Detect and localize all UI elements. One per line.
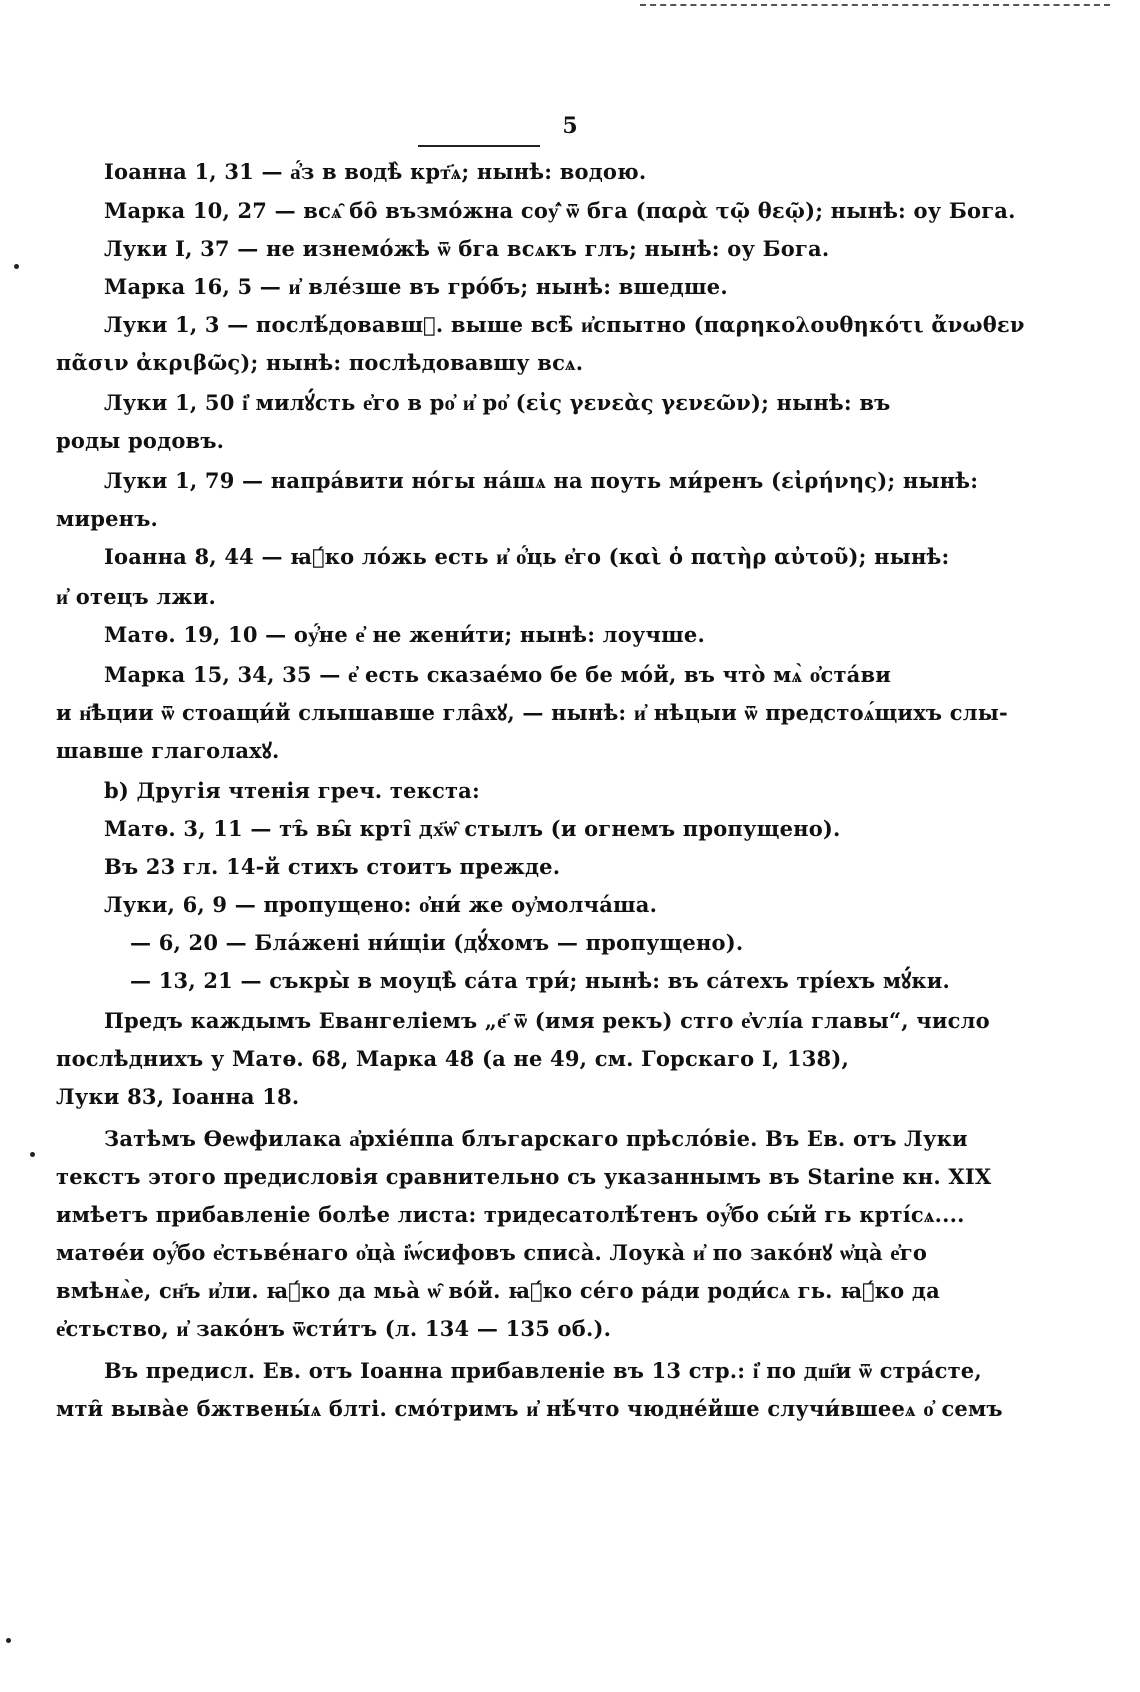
text-line: — 13, 21 — съкры̀ в моуцѣ̀ са́та три́; нынѣ: въ са́техъ трі́ехъ мꙋ́ки. [130, 968, 951, 993]
text-line: е҆стьство, и҆ зако́нъ ѿсти́тъ (л. 134 — 135 об.). [56, 1316, 612, 1341]
text-line: текстъ этого предисловія сравнительно съ указаннымъ въ Starine кн. XIX [56, 1164, 992, 1189]
text-line: Іоанна 8, 44 — ꙗ҆́ко ло́жь есть и҆ о҆́ць е҆го (καὶ ὁ πατὴρ αὐτοῦ); нынѣ: [104, 544, 950, 569]
text-line: Луки 1, 79 — напра́вити но́гы на́шѧ на поуть ми́ренъ (εἰρήνης); нынѣ: [104, 468, 979, 493]
text-line: вмѣнѧ̀е, сн҃ъ и҆ли. ꙗ҆́ко да мьа̀ ѡ̑ во́й. ꙗ҆́ко се́го ра́ди роди́сѧ гь. ꙗ҆́ко да [56, 1278, 940, 1303]
text-line: Затѣмъ Ѳеѡфилака а҆рхіе́ппа блъгарскаго прѣсло́віе. Въ Ев. отъ Луки [104, 1126, 968, 1151]
text-line: Матѳ. 19, 10 — оу҆́не е҆ не жени́ти; нынѣ: лоучше. [104, 622, 705, 647]
text-line: имѣетъ прибавленіе болѣе листа: тридесатолѣ́тенъ оу҆́бо сы́й гь крті́сѧ.... [56, 1202, 965, 1227]
text-line: роды родовъ. [56, 428, 225, 453]
top-dashed-rule [640, 4, 1110, 6]
text-line: послѣднихъ у Матѳ. 68, Марка 48 (а не 49, см. Горскаго I, 138), [56, 1046, 850, 1071]
text-line: Луки 83, Іоанна 18. [56, 1084, 300, 1109]
text-line: и н҃ѣции ѿ стоащи́й слышавше гла̑хꙋ, — нынѣ: и҆ нѣцыи ѿ предстоѧ́щихъ слы- [56, 700, 1008, 725]
text-line: Въ 23 гл. 14-й стихъ стоитъ прежде. [104, 854, 561, 879]
text-line: Марка 16, 5 — и҆ вле́зше въ гро́бъ; нынѣ: вшедше. [104, 274, 728, 299]
text-line: Луки I, 37 — не изнемо́жѣ ѿ бга всѧкъ глъ; нынѣ: оу Бога. [104, 236, 830, 261]
page-number-rule [418, 145, 540, 147]
text-line: Іоанна 1, 31 — а҆́з в водѣ̀ крт҃ѧ; нынѣ: водою. [104, 159, 647, 184]
text-line: матѳе́и оу҆́бо е҆стьве́наго о҆ца̀ і҆ѡ́сифовъ списа̀. Лоука̀ и҆ по зако́нꙋ ѡ҆ца̀ е҆го [56, 1240, 928, 1265]
text-line: миренъ. [56, 506, 159, 531]
text-line: шавше глаголахꙋ. [56, 738, 280, 763]
text-line: Въ предисл. Ев. отъ Іоанна прибавленіе въ 13 стр.: і҆ по дш҃и ѿ стра́сте, [104, 1358, 982, 1383]
section-heading: b) Другія чтенія греч. текста: [104, 778, 480, 803]
text-line: мти̑ выва̀е бжтвены́ѧ блті. смо́тримъ и҆ нѣ́что чюдне́йше случи́вшееѧ о҆ семъ [56, 1396, 1003, 1421]
text-line: Луки 1, 3 — послѣ́довавш꙽. выше всѣ̑ и҆спытно (παρηκολουθηκότι ἄνωθεν [104, 312, 1025, 337]
text-line: πᾶσιν ἀκριβῶς); нынѣ: послѣдовавшу всѧ. [56, 350, 584, 375]
scan-speck [30, 1152, 35, 1157]
scan-speck [14, 264, 19, 269]
text-line: Марка 10, 27 — всѧ̑ бо̑ възмо́жна соу҆̑ ѿ бга (παρὰ τῷ θεῷ); нынѣ: оу Бога. [104, 198, 1016, 223]
page-number: 5 [562, 113, 578, 139]
scan-speck [6, 1638, 11, 1643]
text-line: Марка 15, 34, 35 — е҆ есть сказае́мо бе бе мо́й, въ что̀ мѧ̀ о҆ста́ви [104, 662, 892, 687]
text-line: Луки 1, 50 і҆ милꙋ́сть е҆го в ро҆ и҆ ро҆ (εἰς γενεὰς γενεῶν); нынѣ: въ [104, 390, 891, 415]
text-line: Предъ каждымъ Евангеліемъ „е҃ ѿ (имя рекъ) стго е҆ѵлі́а главы“, число [104, 1008, 990, 1033]
text-line: — 6, 20 — Бла́жені ни́щіи (дꙋ́хомъ — пропущено). [130, 930, 744, 955]
text-line: и҆ отецъ лжи. [56, 584, 217, 609]
text-line: Луки, 6, 9 — пропущено: о҆ни́ же оу҆молча́ша. [104, 892, 658, 917]
text-line: Матѳ. 3, 11 — тъ̑ вы̑ крті̑ дх҃ѡ̑ стылъ (и огнемъ пропущено). [104, 816, 841, 841]
